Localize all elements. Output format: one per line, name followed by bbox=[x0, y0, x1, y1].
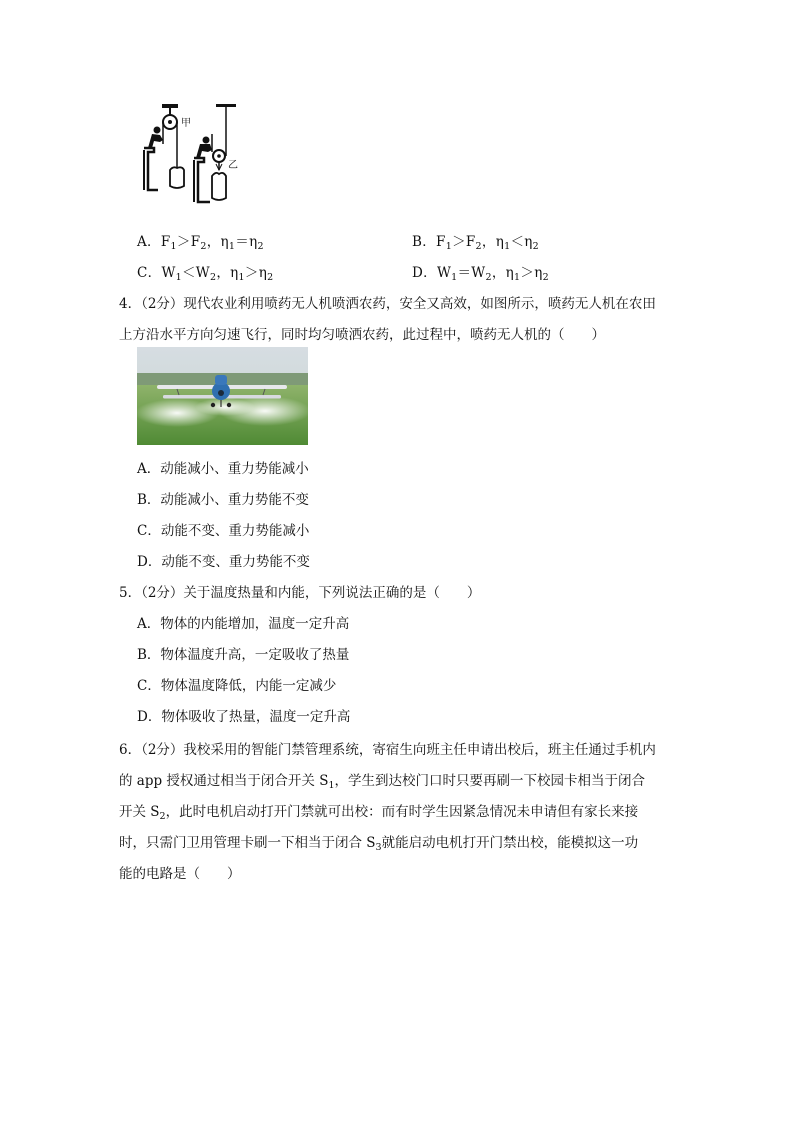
q4-stem-line2: 上方沿水平方向匀速飞行，同时均匀喷洒农药，此过程中，喷药无人机的（ ） bbox=[119, 327, 605, 343]
option-letter: D． bbox=[412, 265, 437, 281]
q4-option-c[interactable]: C．动能不变、重力势能减小 bbox=[137, 523, 310, 539]
drone-photo bbox=[137, 347, 308, 445]
q4-option-b[interactable]: B．动能减小、重力势能不变 bbox=[137, 492, 309, 508]
option-letter: A． bbox=[137, 234, 161, 250]
option-letter: C． bbox=[137, 265, 162, 281]
q3-option-a[interactable]: A．$F_1>F_2$，$\eta_1=\eta_2$ bbox=[137, 234, 264, 252]
q5-option-c[interactable]: C．物体温度降低，内能一定减少 bbox=[137, 678, 337, 694]
q4-option-a[interactable]: A．动能减小、重力势能减小 bbox=[137, 461, 309, 477]
q6-stem-line1: 6．（2分）我校采用的智能门禁管理系统，寄宿生向班主任申请出校后，班主任通过手机内 bbox=[119, 742, 656, 758]
q6-stem-line4: 时，只需门卫用管理卡刷一下相当于闭合 $S_3$就能启动电机打开门禁出校，能模拟这一功 bbox=[119, 835, 639, 853]
q6-stem-line3: 开关 $S_2$，此时电机启动打开门禁就可出校：而有时学生因紧急情况未申请但有家长来接 bbox=[119, 804, 639, 822]
q3-option-c[interactable]: C．$W_1<W_2$，$\eta_1>\eta_2$ bbox=[137, 265, 274, 283]
q5-stem: 5．（2分）关于温度热量和内能，下列说法正确的是（ ） bbox=[119, 585, 481, 601]
option-letter: B． bbox=[412, 234, 437, 250]
q6-stem-line2: 的 app 授权通过相当于闭合开关 $S_1$，学生到达校门口时只要再刷一下校园卡相当于闭合 bbox=[119, 773, 646, 791]
label-jia: 甲 bbox=[181, 118, 191, 129]
q5-option-d[interactable]: D．物体吸收了热量，温度一定升高 bbox=[137, 709, 351, 725]
q5-option-a[interactable]: A．物体的内能增加，温度一定升高 bbox=[137, 616, 350, 632]
pulley-figure bbox=[140, 104, 245, 208]
q6-stem-line5: 能的电路是（ ） bbox=[119, 866, 241, 882]
q3-option-d[interactable]: D．$W_1=W_2$，$\eta_1>\eta_2$ bbox=[412, 265, 549, 283]
q4-stem-line1: 4．（2分）现代农业利用喷药无人机喷洒农药，安全又高效，如图所示，喷药无人机在农田 bbox=[119, 296, 656, 312]
q5-option-b[interactable]: B．物体温度升高，一定吸收了热量 bbox=[137, 647, 350, 663]
label-yi: 乙 bbox=[228, 160, 238, 171]
q3-option-b[interactable]: B．$F_1>F_2$，$\eta_1<\eta_2$ bbox=[412, 234, 540, 252]
q4-option-d[interactable]: D．动能不变、重力势能不变 bbox=[137, 554, 310, 570]
